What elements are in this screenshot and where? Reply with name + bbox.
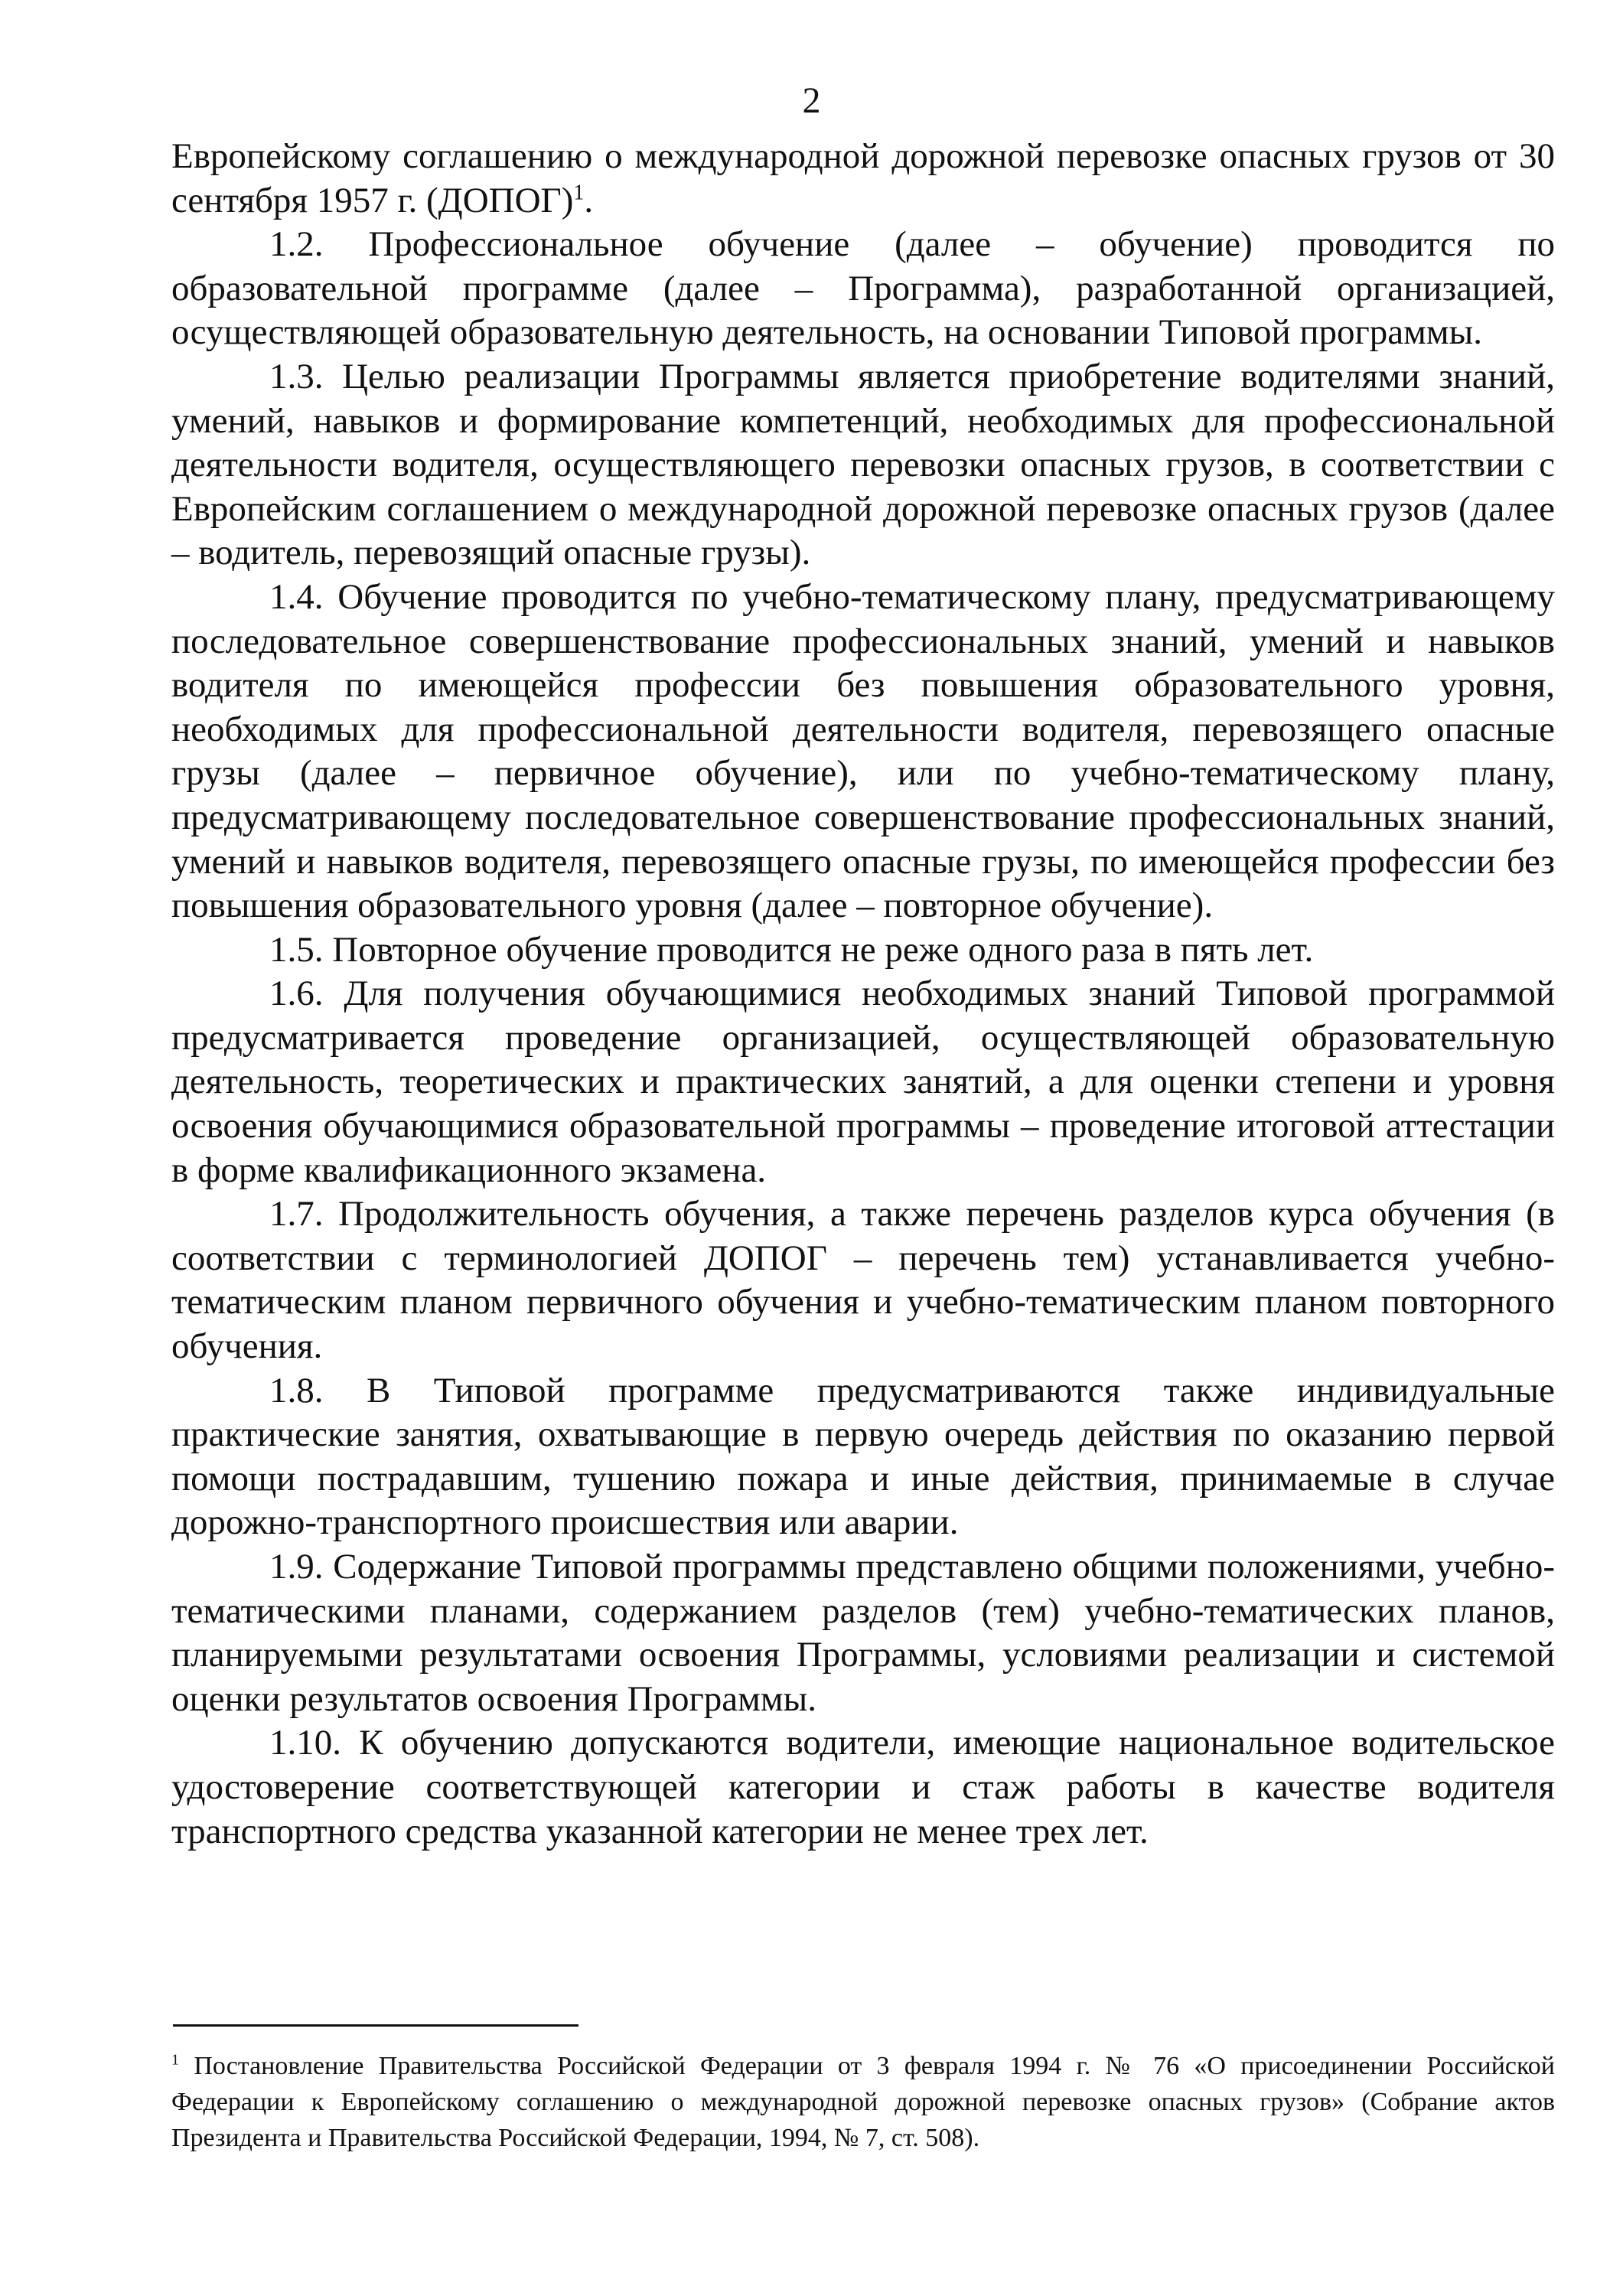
footnote-divider — [173, 2024, 578, 2027]
footnote-text: Постановление Правительства Российской Федерации от 3 февраля 1994 г. № 76 «О присоединении Российской Федерации к Европейскому соглашению о международной дорожной перевозке опасных грузов» (Собрание актов Президента и Правительства Российской Федерации, 1994, № 7, ст. 508). — [171, 2052, 1556, 2152]
paragraph-1-6: 1.6. Для получения обучающимися необходимых знаний Типовой программой предусматривается проведение организацией, осуществляющей образовательную деятельность, теоретических и практических занятий, а для оценки степени и уровня освоения обучающимися образовательной программы – проведение итоговой аттестации в форме квалификационного экзамена. — [171, 974, 1555, 1190]
paragraph-1-9: 1.9. Содержание Типовой программы представлено общими положениями, учебно-тематическими планами, содержанием разделов (тем) учебно-тематических планов, планируемыми результатами освоения Программы, условиями реализации и системой оценки результатов освоения Программы. — [171, 1547, 1555, 1719]
document-body — [171, 135, 1555, 1854]
paragraph-1-5: 1.5. Повторное обучение проводится не реже одного раза в пять лет. — [269, 929, 1314, 970]
paragraph-1-4: 1.4. Обучение проводится по учебно-тематическому плану, предусматривающему последовательное совершенствование профессиональных знаний, умений и навыков водителя по имеющейся профессии без повышения образовательного уровня, необходимых для профессиональной деятельности водителя, перевозящего опасные грузы (далее – первичное обучение), или по учебно-тематическому плану, предусматривающему последовательное совершенствование профессиональных знаний, умений и навыков водителя, перевозящего опасные грузы, по имеющейся профессии без повышения образовательного уровня (далее – повторное обучение). — [171, 576, 1555, 926]
paragraph-1-7: 1.7. Продолжительность обучения, а также перечень разделов курса обучения (в соответствии с терминологией ДОПОГ – перечень тем) устанавливается учебно-тематическим планом первичного обучения и учебно-тематическим планом повторного обучения. — [171, 1194, 1555, 1367]
paragraph-tail: . — [584, 180, 594, 220]
footnote — [171, 2048, 1555, 2156]
footnote-reference: 1 — [573, 180, 585, 204]
paragraph-1-2: 1.2. Профессиональное обучение (далее – обучение) проводится по образовательной программе (далее – Программа), разработанной организацией, осуществляющей образовательную деятельность, на основании Типовой программы. — [171, 224, 1555, 353]
paragraph-1-3: 1.3. Целью реализации Программы является приобретение водителями знаний, умений, навыков и формирование компетенций, необходимых для профессиональной деятельности водителя, осуществляющего перевозки опасных грузов, в соответствии с Европейским соглашением о международной дорожной перевозке опасных грузов (далее – водитель, перевозящий опасные грузы). — [171, 356, 1555, 573]
paragraph-text: Европейскому соглашению о международной дорожной перевозке опасных грузов от 30 сентября 1957 г. (ДОПОГ) — [171, 136, 1555, 220]
page-number: 2 — [802, 80, 821, 121]
paragraph-1-8: 1.8. В Типовой программе предусматриваются также индивидуальные практические занятия, охватывающие в первую очередь действия по оказанию первой помощи пострадавшим, тушению пожара и иные действия, принимаемые в случае дорожно-транспортного происшествия или аварии. — [171, 1370, 1555, 1543]
paragraph-1-10: 1.10. К обучению допускаются водители, имеющие национальное водительское удостоверение соответствующей категории и стаж работы в качестве водителя транспортного средства указанной категории не менее трех лет. — [171, 1723, 1555, 1851]
paragraph-continuation — [171, 135, 1555, 223]
footnote-number: 1 — [171, 2051, 179, 2069]
